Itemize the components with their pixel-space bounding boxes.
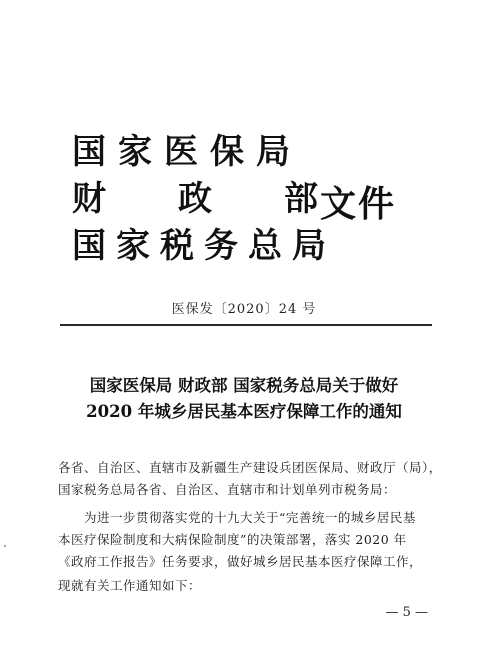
authority-char: 局 bbox=[292, 225, 326, 266]
page-number: — 5 — bbox=[385, 605, 428, 620]
document-title-line-1: 国家医保局 财政部 国家税务总局关于做好 bbox=[89, 376, 399, 395]
body-paragraph-line-3: 《政府工作报告》任务要求，做好城乡居民基本医疗保障工作， bbox=[58, 554, 423, 569]
recipients-line-2: 国家税务总局各省、自治区、直辖市和计划单列市税务局： bbox=[58, 482, 397, 497]
authority-state-taxation-administration bbox=[72, 222, 336, 266]
body-paragraph-line-4: 现就有关工作通知如下： bbox=[58, 578, 202, 593]
authority-char: 国 bbox=[72, 225, 106, 266]
authority-char: 家 bbox=[116, 225, 150, 266]
authority-char: 税 bbox=[160, 225, 194, 266]
authority-char: 医 bbox=[164, 131, 198, 172]
document-number: 医保发〔2020〕24 号 bbox=[171, 302, 317, 317]
document-title-line-2: 2020 年城乡居民基本医疗保障工作的通知 bbox=[86, 402, 402, 421]
authority-char: 保 bbox=[210, 131, 244, 172]
scan-speck bbox=[4, 545, 6, 547]
authority-char: 务 bbox=[204, 225, 238, 266]
document-type-label: 文件 bbox=[320, 183, 397, 225]
header-divider bbox=[60, 324, 432, 326]
authority-char: 政 bbox=[178, 178, 212, 219]
authority-char: 总 bbox=[248, 225, 282, 266]
authority-char: 国 bbox=[72, 131, 106, 172]
body-paragraph-line-1: 为进一步贯彻落实党的十九大关于“完善统一的城乡居民基 bbox=[84, 510, 416, 525]
body-paragraph-line-2: 本医疗保险制度和大病保险制度”的决策部署，落实 2020 年 bbox=[58, 532, 407, 547]
recipients-line-1: 各省、自治区、直辖市及新疆生产建设兵团医保局、财政厅（局）， bbox=[58, 460, 442, 475]
authority-char: 财 bbox=[72, 178, 106, 219]
authority-char: 家 bbox=[118, 131, 152, 172]
authority-national-healthcare-security-administration bbox=[72, 128, 302, 172]
authority-char: 局 bbox=[256, 131, 290, 172]
authority-char: 部 bbox=[284, 178, 318, 219]
